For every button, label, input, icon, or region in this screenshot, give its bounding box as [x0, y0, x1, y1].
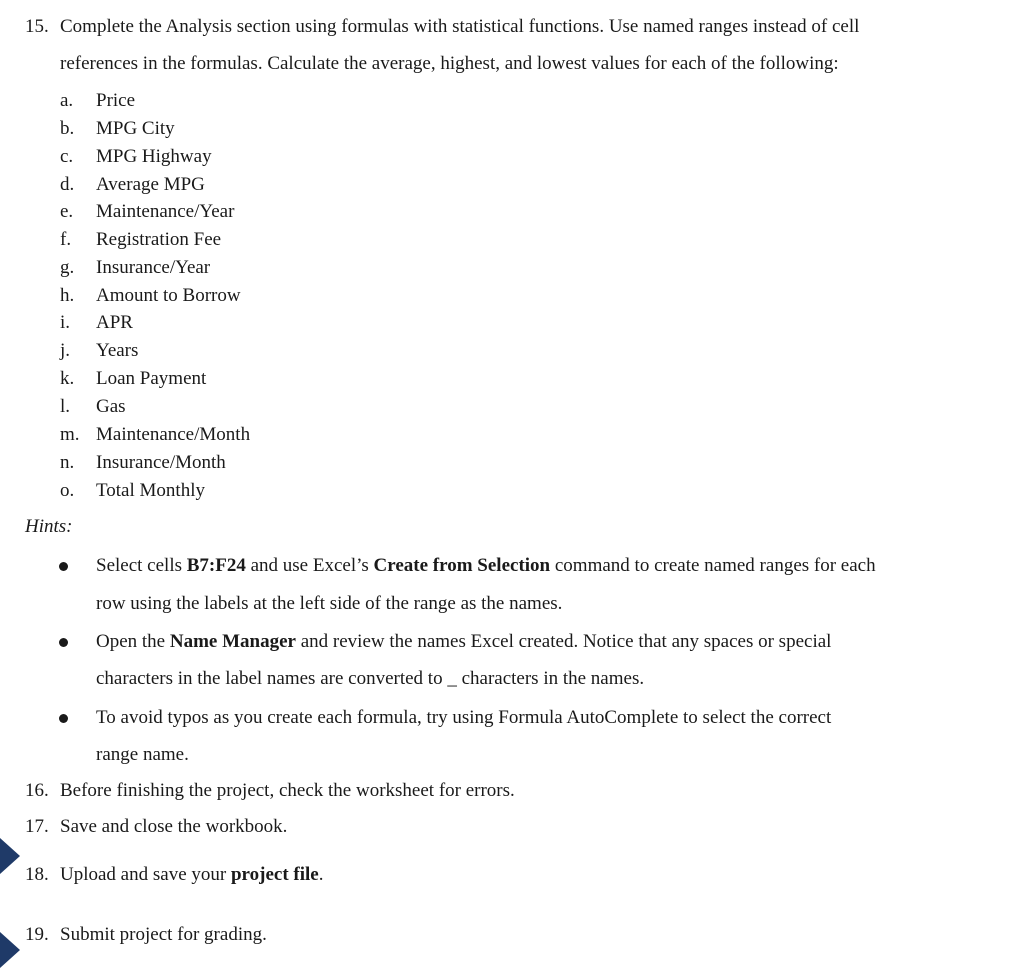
hint-2-line-1 — [96, 630, 831, 654]
hint-2-post: and review the names Excel created. Notice that any spaces or special — [295, 631, 832, 652]
hint-2-manager: Name Manager — [169, 631, 296, 652]
list-item-letter: d. — [60, 174, 75, 195]
step-18-number: 18. — [25, 864, 49, 885]
hint-3-line-2: range name. — [96, 744, 189, 765]
step-18-pre: Upload and save your — [60, 864, 231, 885]
list-item-letter: n. — [60, 452, 75, 473]
list-item-text: MPG Highway — [96, 146, 212, 167]
hint-1-command: Create from Selection — [373, 555, 551, 576]
list-item-text: Amount to Borrow — [96, 285, 241, 306]
step-17-text: Save and close the workbook. — [60, 816, 288, 837]
step-16-text: Before finishing the project, check the worksheet for errors. — [60, 780, 515, 801]
list-item-text: APR — [96, 312, 133, 333]
step-19-marker-icon — [0, 932, 20, 968]
list-item-text: Registration Fee — [96, 229, 222, 250]
bullet-icon — [59, 714, 68, 723]
step-19-text: Submit project for grading. — [60, 924, 267, 945]
list-item-text: Loan Payment — [96, 368, 207, 389]
list-item-letter: j. — [60, 340, 71, 361]
bullet-icon — [59, 638, 68, 647]
step-16-number: 16. — [25, 780, 49, 801]
list-item-letter: l. — [60, 396, 71, 417]
list-item-letter: a. — [60, 90, 74, 111]
bullet-icon — [59, 562, 68, 571]
hint-1-range: B7:F24 — [186, 555, 246, 576]
hint-1-pre: Select cells — [96, 555, 187, 576]
list-item-letter: i. — [60, 312, 71, 333]
list-item-text: Average MPG — [96, 174, 205, 195]
list-item-letter: o. — [60, 480, 75, 501]
list-item-text: Insurance/Year — [96, 257, 211, 278]
list-item-letter: k. — [60, 368, 75, 389]
hint-1-mid: and use Excel’s — [245, 555, 374, 576]
list-item-letter: c. — [60, 146, 74, 167]
hint-2-line-2: characters in the label names are converted to _ characters in the names. — [96, 668, 645, 689]
list-item-text: Maintenance/Month — [96, 424, 251, 445]
step-18-post: . — [318, 864, 324, 885]
step-18-bold: project file — [230, 864, 319, 885]
step-19-number: 19. — [25, 924, 49, 945]
step-18-marker-icon — [0, 838, 20, 874]
list-item-text: Maintenance/Year — [96, 201, 235, 222]
list-item-letter: b. — [60, 118, 75, 139]
list-item-text: Price — [96, 90, 136, 111]
list-item-text: Insurance/Month — [96, 452, 226, 473]
hint-1-line-1 — [96, 554, 876, 578]
list-item-letter: h. — [60, 285, 75, 306]
hints-label: Hints: — [25, 516, 73, 537]
list-item-letter: m. — [60, 424, 80, 445]
hint-3-line-1: To avoid typos as you create each formula, try using Formula AutoComplete to select the correct — [96, 707, 832, 728]
hint-2-pre: Open the — [96, 631, 170, 652]
step-15-text-line-2: references in the formulas. Calculate the average, highest, and lowest values for each of the following: — [60, 53, 839, 74]
list-item-text: Years — [96, 340, 139, 361]
step-17-number: 17. — [25, 816, 49, 837]
list-item-text: Total Monthly — [96, 480, 205, 501]
list-item-letter: e. — [60, 201, 74, 222]
list-item-text: MPG City — [96, 118, 175, 139]
step-18-text — [60, 863, 323, 887]
list-item-text: Gas — [96, 396, 126, 417]
hint-1-line-2: row using the labels at the left side of the range as the names. — [96, 593, 563, 614]
step-15-text-line-1: Complete the Analysis section using formulas with statistical functions. Use named ranges instead of cell — [60, 16, 860, 37]
list-item-letter: f. — [60, 229, 72, 250]
step-15-number: 15. — [25, 16, 49, 37]
list-item-letter: g. — [60, 257, 75, 278]
hint-1-post: command to create named ranges for each — [550, 555, 876, 576]
